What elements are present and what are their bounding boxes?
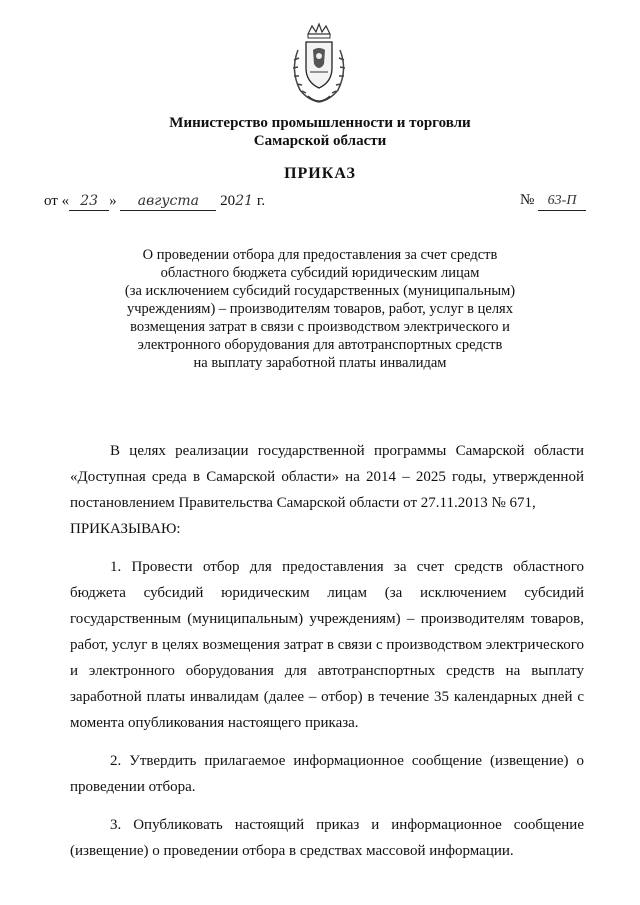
item-1-paragraph: 1. Провести отбор для предоставления за счет средств областного бюджета субсидий юридическим лицам (за исключением субсидий государственным (муниципальным) учреждениям) – производителям товаров, работ, услуг в целях возмещения затрат в связи с производством электрического и электронного оборудования для автотранспортных средств на выплату заработной платы инвалидам (далее – отбор) в течение 35 календарных дней с момента опубликования настоящего приказа. (70, 559, 584, 731)
item-3-paragraph: 3. Опубликовать настоящий приказ и информационное сообщение (извещение) о проведении отбора в средствах массовой информации. (70, 817, 584, 859)
number-label: № (520, 192, 535, 208)
date-month-handwritten: августа (120, 192, 216, 211)
subject-line: О проведении отбора для предоставления за счет средств (142, 247, 498, 263)
order-subject (100, 246, 540, 372)
order-word: ПРИКАЗЫВАЮ: (70, 521, 181, 537)
subject-line: возмещения затрат в связи с производством электрического и (130, 319, 510, 335)
number-value-handwritten: 63-П (538, 192, 586, 211)
subject-line: на выплату заработной платы инвалидам (193, 355, 447, 371)
order-body (70, 438, 584, 876)
date-suffix: г. (256, 193, 266, 209)
order-date (44, 192, 265, 211)
coat-of-arms-emblem-icon (284, 20, 354, 106)
date-year-prefix: 20 (220, 193, 236, 209)
ministry-name (0, 114, 640, 150)
order-title: ПРИКАЗ (284, 165, 356, 182)
subject-line: областного бюджета субсидий юридическим лицам (160, 265, 480, 281)
ministry-line-1: Министерство промышленности и торговли (169, 115, 471, 131)
date-day-handwritten: 23 (69, 192, 109, 211)
ministry-line-2: Самарской области (253, 133, 387, 149)
date-prefix: от « (44, 193, 70, 209)
subject-line: (за исключением субсидий государственных (муниципальным) (124, 283, 516, 299)
item-2-paragraph: 2. Утвердить прилагаемое информационное сообщение (извещение) о проведении отбора. (70, 753, 584, 795)
subject-line: учреждениям) – производителям товаров, работ, услуг в целях (127, 301, 513, 317)
subject-line: электронного оборудования для автотранспортных средств (137, 337, 503, 353)
order-number (520, 192, 586, 211)
preamble-paragraph: В целях реализации государственной программы Самарской области «Доступная среда в Самарской области» на 2014 – 2025 годы, утвержденной постановлением Правительства Самарской области от 27.11.2013 № 671, (70, 443, 584, 511)
date-year-handwritten: 21 (235, 193, 254, 209)
date-mid: » (109, 193, 117, 209)
